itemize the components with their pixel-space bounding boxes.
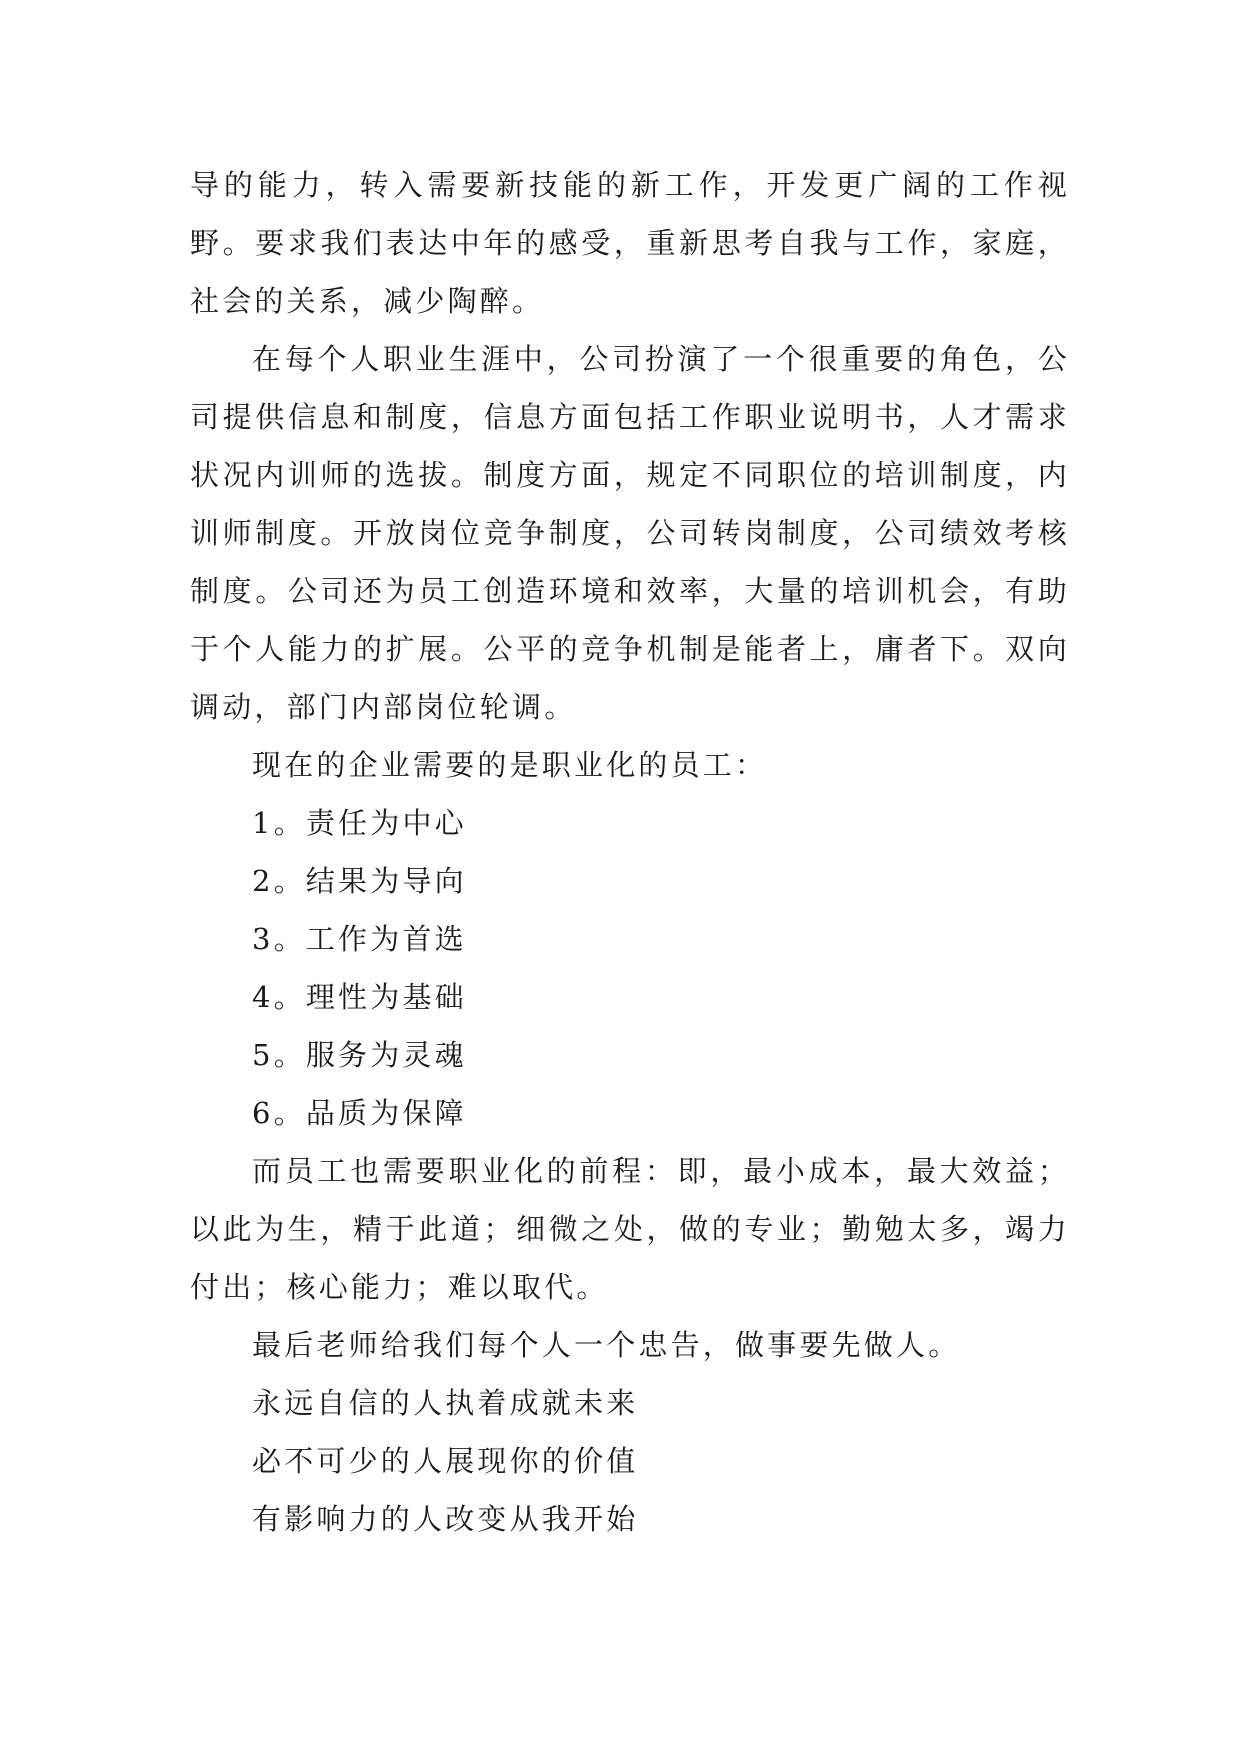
list-item: 1。责任为中心 xyxy=(252,806,467,840)
list-item: 2。结果为导向 xyxy=(252,864,467,898)
list-item: 6。品质为保障 xyxy=(252,1096,467,1130)
paragraph-continuation: 导的能力，转入需要新技能的新工作，开发更广阔的工作视野。要求我们表达中年的感受，重新思考自我与工作，家庭，社会的关系，减少陶醉。 xyxy=(190,168,1070,318)
motto-line: 永远自信的人执着成就未来 xyxy=(252,1386,639,1420)
paragraph-professional-employee: 现在的企业需要的是职业化的员工： xyxy=(252,748,768,782)
list-item: 3。工作为首选 xyxy=(252,922,467,956)
list-item: 5。服务为灵魂 xyxy=(252,1038,467,1072)
paragraph-career-path: 而员工也需要职业化的前程：即，最小成本，最大效益；以此为生，精于此道；细微之处，做的专业；勤勉太多，竭力付出；核心能力；难以取代。 xyxy=(190,1154,1070,1304)
document-body xyxy=(190,156,1070,1548)
motto-line: 有影响力的人改变从我开始 xyxy=(252,1502,639,1536)
list-item: 4。理性为基础 xyxy=(252,980,467,1014)
motto-line: 必不可少的人展现你的价值 xyxy=(252,1444,639,1478)
paragraph-company-role: 在每个人职业生涯中，公司扮演了一个很重要的角色，公司提供信息和制度，信息方面包括工作职业说明书，人才需求状况内训师的选拔。制度方面，规定不同职位的培训制度，内训师制度。开放岗位竞争制度，公司转岗制度，公司绩效考核制度。公司还为员工创造环境和效率，大量的培训机会，有助于个人能力的扩展。公平的竞争机制是能者上，庸者下。双向调动，部门内部岗位轮调。 xyxy=(190,342,1070,724)
paragraph-teacher-advice: 最后老师给我们每个人一个忠告，做事要先做人。 xyxy=(252,1328,961,1362)
